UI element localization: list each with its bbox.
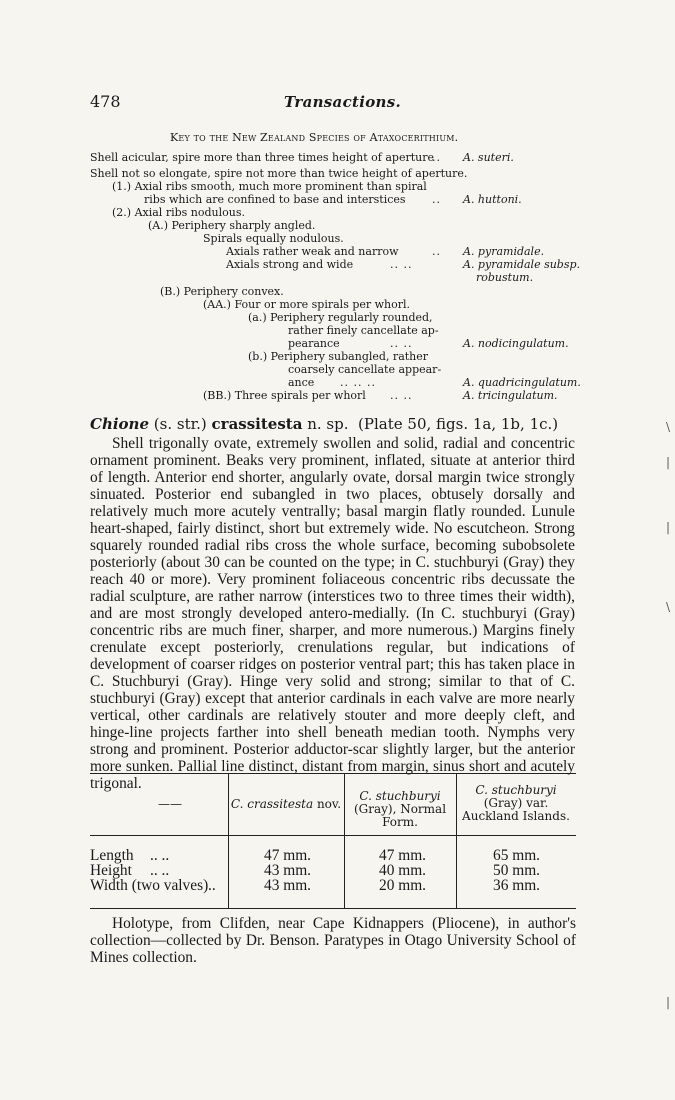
subgenus-qualifier: (s. str.) bbox=[153, 415, 207, 433]
row-label: Width (two valves) bbox=[90, 877, 209, 894]
type-locality-note bbox=[90, 915, 576, 966]
key-row: (1.) Axial ribs smooth, much more prominent than spiral bbox=[112, 180, 427, 193]
key-row: pearance bbox=[288, 337, 340, 350]
table-header-rule bbox=[90, 835, 576, 836]
running-title: Transactions. bbox=[284, 93, 402, 111]
key-row: (a.) Periphery regularly rounded, bbox=[248, 311, 433, 324]
table-cell: 47 mm. bbox=[264, 847, 312, 864]
table-cell: 65 mm. bbox=[493, 847, 541, 864]
scan-mark: | bbox=[666, 520, 671, 534]
table-top-rule bbox=[90, 773, 576, 774]
scan-mark: \ bbox=[666, 420, 671, 434]
key-species: A. pyramidale subsp. bbox=[463, 258, 581, 271]
column-header: C. crassitesta nov. bbox=[230, 797, 342, 811]
column-header: C. stuchburyi (Gray), Normal Form. bbox=[353, 789, 447, 829]
table-cell: 43 mm. bbox=[264, 877, 312, 894]
key-species: A. quadricingulatum. bbox=[463, 376, 581, 389]
table-bottom-rule bbox=[90, 908, 576, 909]
key-dots: .. bbox=[432, 245, 441, 258]
table-cell: 20 mm. bbox=[379, 877, 427, 894]
key-row: (b.) Periphery subangled, rather bbox=[248, 350, 429, 363]
key-dots: .. bbox=[432, 193, 441, 206]
row-dots: .. .. bbox=[150, 862, 170, 879]
table-column-divider bbox=[228, 773, 229, 908]
key-dots: .. .. bbox=[390, 258, 413, 271]
column-header: C. stuchburyi (Gray) var. Auckland Islands. bbox=[462, 783, 570, 823]
plate-reference: (Plate 50, figs. 1a, 1b, 1c.) bbox=[358, 415, 559, 433]
table-cell: 43 mm. bbox=[264, 862, 312, 879]
page-number: 478 bbox=[90, 92, 121, 111]
genus-name: Chione bbox=[90, 415, 149, 433]
key-dots: .. .. bbox=[390, 337, 413, 350]
table-cell: 50 mm. bbox=[493, 862, 541, 879]
species-status: n. sp. bbox=[307, 415, 349, 433]
row-dots: .. .. bbox=[150, 847, 170, 864]
species-name: crassitesta bbox=[211, 415, 303, 433]
key-row: Shell not so elongate, spire not more than twice height of aperture. bbox=[90, 167, 468, 180]
key-title: Key to the New Zealand Species of Ataxocerithium. bbox=[170, 131, 459, 144]
key-row: (BB.) Three spirals per whorl bbox=[203, 389, 366, 402]
key-species: robustum. bbox=[476, 271, 534, 284]
key-row: ance bbox=[288, 376, 315, 389]
species-description bbox=[90, 435, 575, 792]
key-row: (AA.) Four or more spirals per whorl. bbox=[203, 298, 411, 311]
key-row: (2.) Axial ribs nodulous. bbox=[112, 206, 245, 219]
key-dots: .. bbox=[432, 151, 441, 164]
row-dots: .. bbox=[208, 877, 216, 894]
row-label: Length bbox=[90, 847, 134, 864]
key-row: Shell acicular, spire more than three times height of aperture bbox=[90, 151, 434, 164]
table-cell: 36 mm. bbox=[493, 877, 541, 894]
species-heading bbox=[90, 415, 558, 433]
scan-mark: | bbox=[666, 455, 671, 469]
key-species: A. pyramidale. bbox=[463, 245, 545, 258]
key-row: (B.) Periphery convex. bbox=[160, 285, 284, 298]
key-row: ribs which are confined to base and interstices bbox=[144, 193, 406, 206]
row-label: Height bbox=[90, 862, 132, 879]
table-cell: 47 mm. bbox=[379, 847, 427, 864]
key-species: A. nodicingulatum. bbox=[463, 337, 569, 350]
key-species: A. huttoni. bbox=[463, 193, 522, 206]
scan-mark: \ bbox=[666, 600, 671, 614]
key-dots: .. .. .. bbox=[340, 376, 376, 389]
key-row: coarsely cancellate appear- bbox=[288, 363, 442, 376]
key-dots: .. .. bbox=[390, 389, 413, 402]
type-paragraph: Holotype, from Clifden, near Cape Kidnappers (Pliocene), in author's collection—collected by Dr. Benson. Paratypes in Otago University School of Mines collection. bbox=[90, 915, 576, 966]
scan-mark: | bbox=[666, 995, 671, 1009]
table-cell: 40 mm. bbox=[379, 862, 427, 879]
key-row: Axials strong and wide bbox=[226, 258, 354, 271]
key-species: A. tricingulatum. bbox=[463, 389, 558, 402]
key-row: rather finely cancellate ap- bbox=[288, 324, 439, 337]
key-row: Axials rather weak and narrow bbox=[226, 245, 399, 258]
table-corner: —— bbox=[158, 797, 182, 811]
key-species: A. suteri. bbox=[463, 151, 514, 164]
key-row: Spirals equally nodulous. bbox=[203, 232, 344, 245]
description-paragraph: Shell trigonally ovate, extremely swollen and solid, radial and concentric ornament prominent. Beaks very prominent, inflated, situate at anterior third of length. Anterior end shorter, angularly ovate, dorsal margin twice strongly sinuated. Posterior end subangled in two places, obtusely dorsally and relatively much more acutely ventrally; basal margin flatly rounded. Lunule heart-shaped, fairly distinct, short but extremely wide. No escutcheon. Strong squarely rounded radial ribs cross the whole surface, becoming subobsolete posteriorly (about 30 can be counted on the type; in C. stuchburyi (Gray) they reach 40 or more). Very prominent foliaceous concentric ribs decussate the radial sculpture, are rather narrow (interstices two to three times their width), and are most strongly developed antero-medially. (In C. stuchburyi (Gray) concentric ribs are much finer, sharper, and more numerous.) Margins finely crenulate except posteriorly, crenulations regular, but indications of development of coarser ridges on posterior ventral part; this has taken place in C. Stuchburyi (Gray). Hinge very solid and strong; similar to that of C. stuchburyi (Gray) except that anterior cardinals in each valve are more nearly vertical, other cardinals are relatively stouter and more deeply cleft, and hinge-line projects farther into shell beneath median tooth. Nymphs very strong and prominent. Posterior adductor-scar slightly larger, but the anterior more sunken. Pallial line distinct, distant from margin, sinus short and acutely trigonal. bbox=[90, 435, 575, 792]
key-row: (A.) Periphery sharply angled. bbox=[148, 219, 316, 232]
